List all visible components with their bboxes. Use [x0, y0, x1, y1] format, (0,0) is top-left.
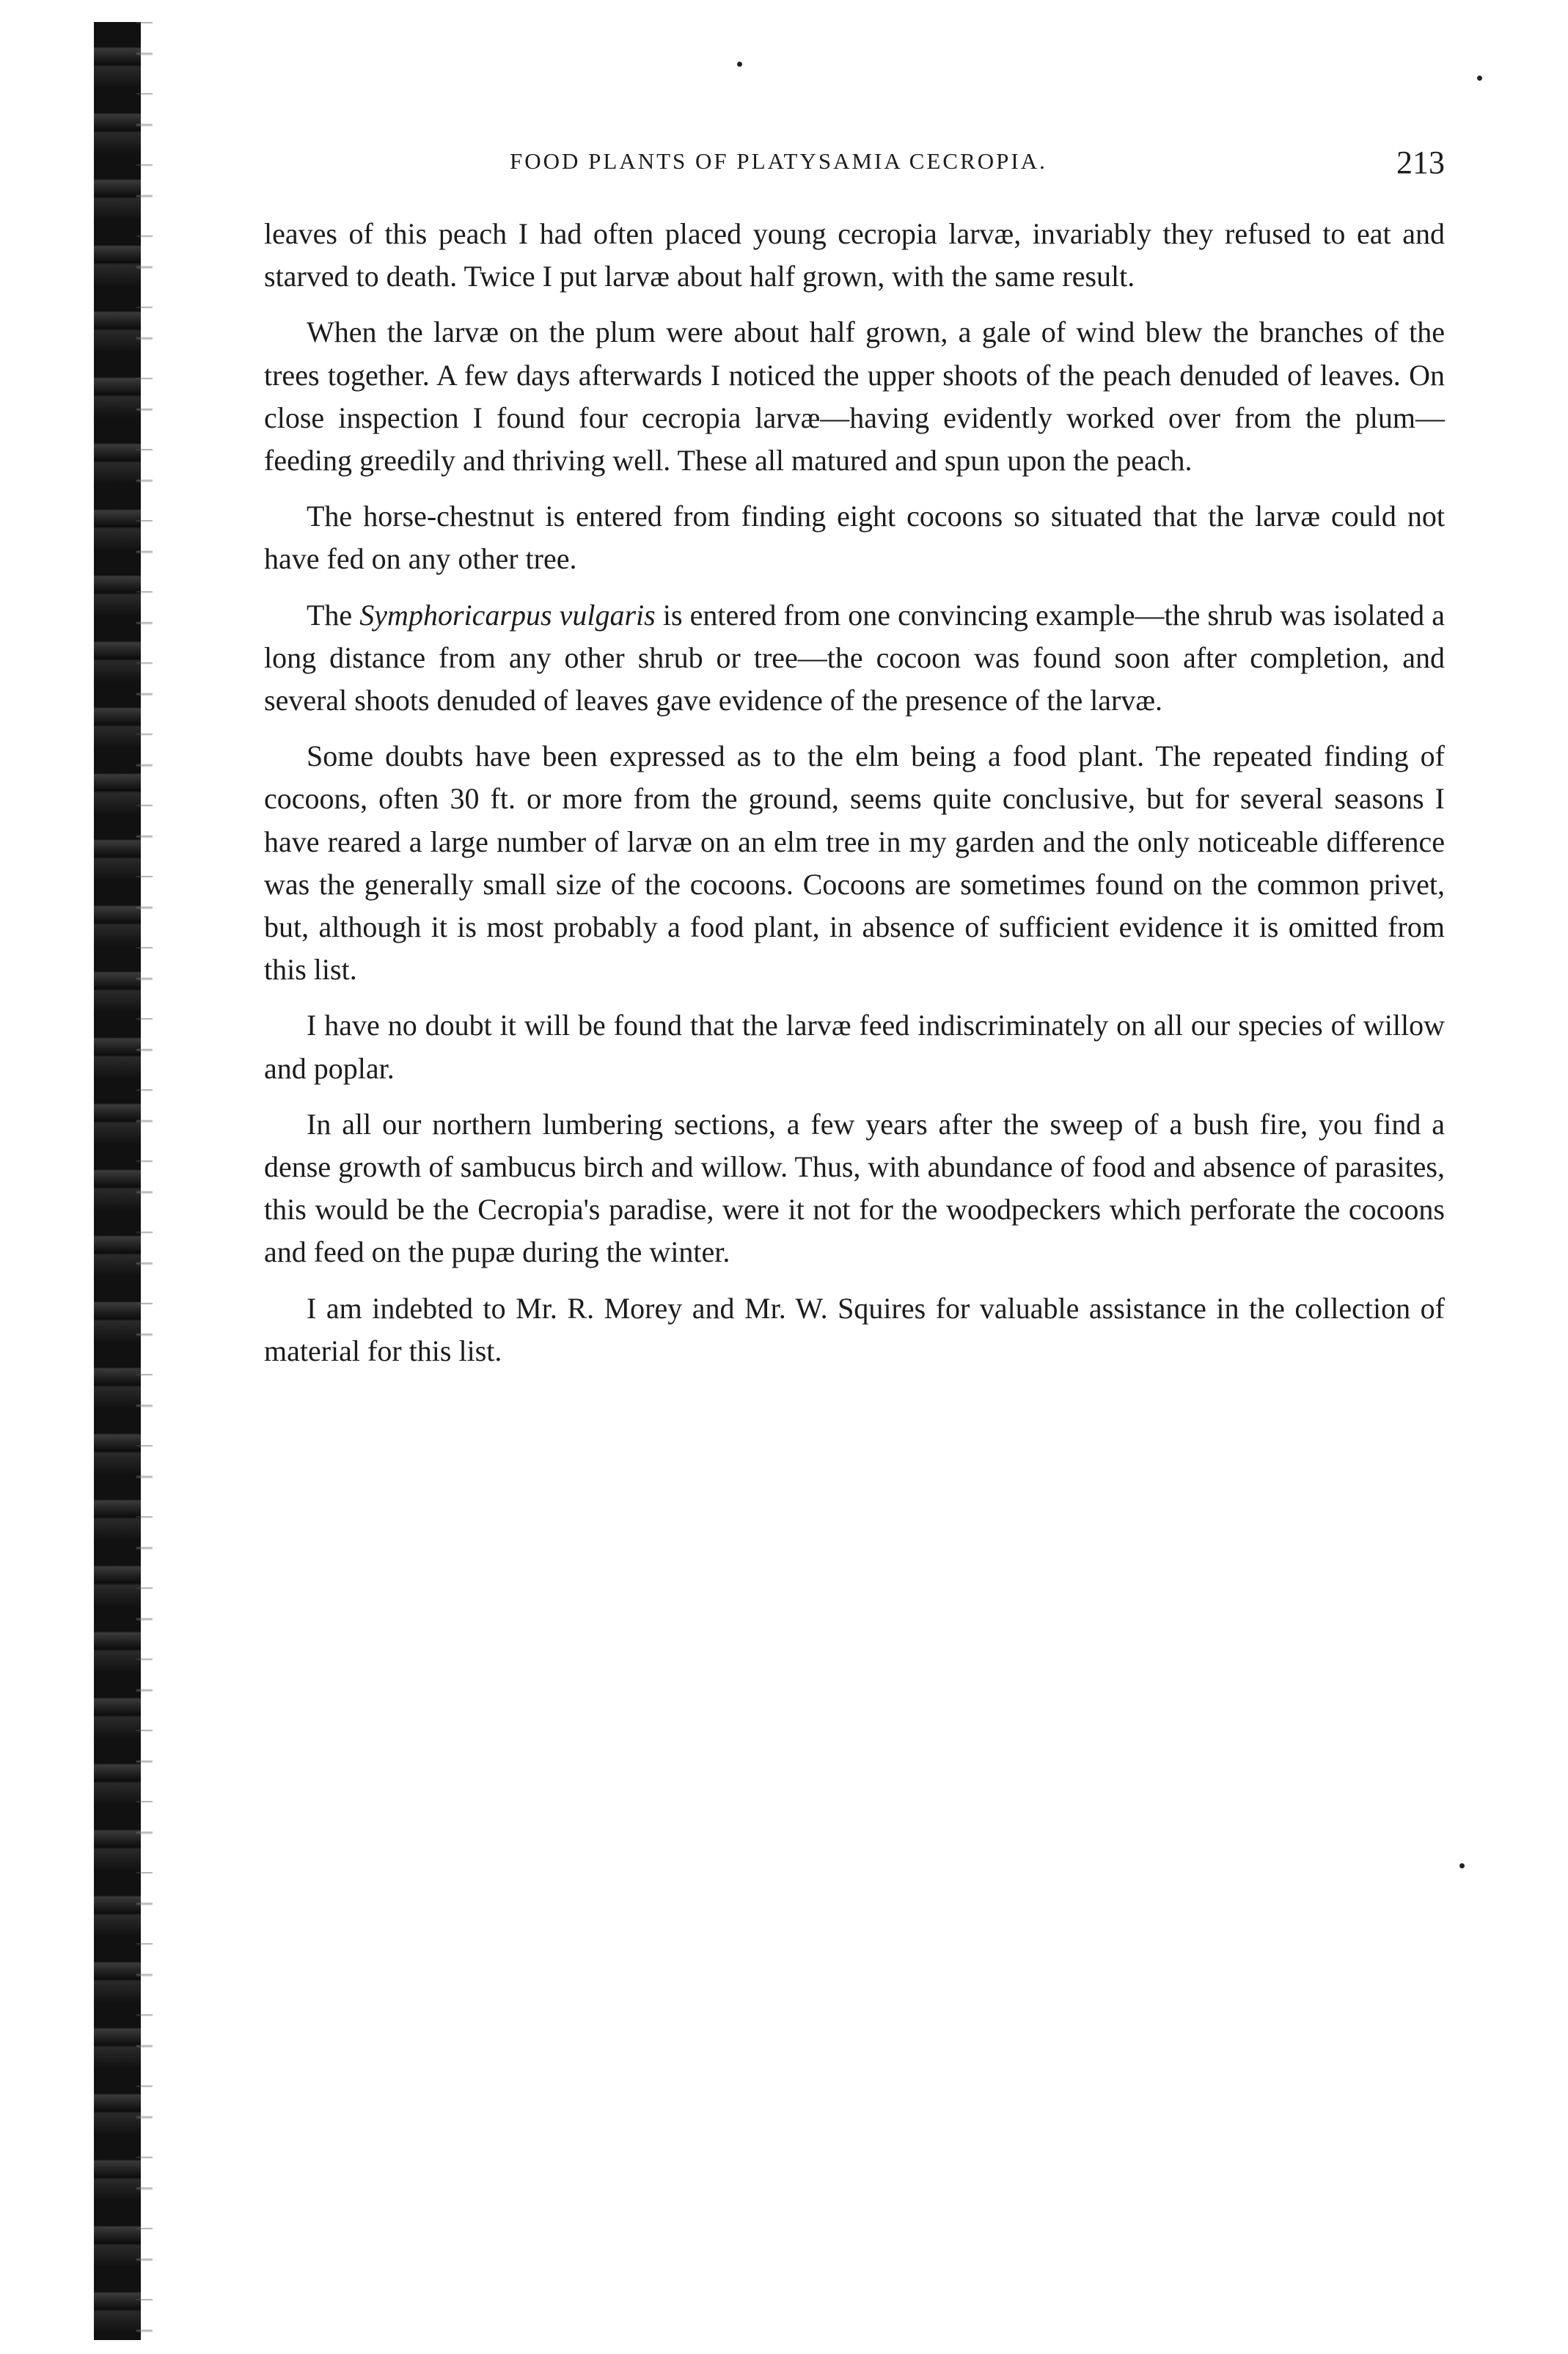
paragraph: Some doubts have been expressed as to the elm being a food plant. The repeated finding of cocoons, often 30 ft. or more from the ground, seems quite conclusive, but for several seasons I have reared a large number of larvæ on an elm tree in my garden and the only noticeable difference was the generally small size of the cocoons. Cocoons are sometimes found on the common privet, but, although it is most probably a food plant, in absence of sufficient evidence it is omitted from this list. [264, 739, 1445, 987]
page-number: 213 [1396, 145, 1445, 180]
page-binding-edge [94, 22, 141, 2340]
paragraph: In all our northern lumbering sections, a few years after the sweep of a bush fire, you find a dense growth of sambucus birch and willow. Thus, with abundance of food and absence of parasites, this would be the Cecropia's paradise, were it not for the woodpeckers which perforate the cocoons and feed on the pupæ during the winter. [264, 1107, 1445, 1269]
species-name: Symphoricarpus vulgaris [359, 598, 656, 632]
header-title: FOOD PLANTS OF PLATYSAMIA CECROPIA. [510, 148, 1047, 174]
paragraph: leaves of this peach I had often placed young cecropia larvæ, invariably they refused to eat and starved to death. Twice I put larvæ about half grown, with the same result. [264, 217, 1445, 293]
paragraph-text: is entered from one convincing example—the shrub was isolated a long distance from any other shrub or tree—the cocoon was found soon after completion, and several shoots denuded of leaves gave evidence of the presence of the larvæ. [264, 598, 1446, 717]
scan-speck [737, 62, 742, 67]
paragraph: I am indebted to Mr. R. Morey and Mr. W. Squires for valuable assistance in the collection of material for this list. [264, 1291, 1445, 1367]
running-head [264, 144, 1445, 188]
paragraph-lead: The [307, 598, 353, 632]
paragraph: When the larvæ on the plum were about half grown, a gale of wind blew the branches of the trees together. A few days afterwards I noticed the upper shoots of the peach denuded of leaves. On close inspection I found four cecropia larvæ—having evidently worked over from the plum—feeding greedily and thriving well. These all matured and spun upon the peach. [264, 315, 1445, 478]
paragraph: I have no doubt it will be found that the larvæ feed indiscriminately on all our species of willow and poplar. [264, 1009, 1445, 1085]
body-text [264, 213, 1445, 1386]
scan-speck [1477, 76, 1482, 81]
binding-speckle [136, 22, 153, 2340]
paragraph [264, 594, 1445, 723]
paragraph: The horse-chestnut is entered from finding eight cocoons so situated that the larvæ could not have fed on any other tree. [264, 500, 1445, 576]
scan-speck [1459, 1863, 1465, 1868]
